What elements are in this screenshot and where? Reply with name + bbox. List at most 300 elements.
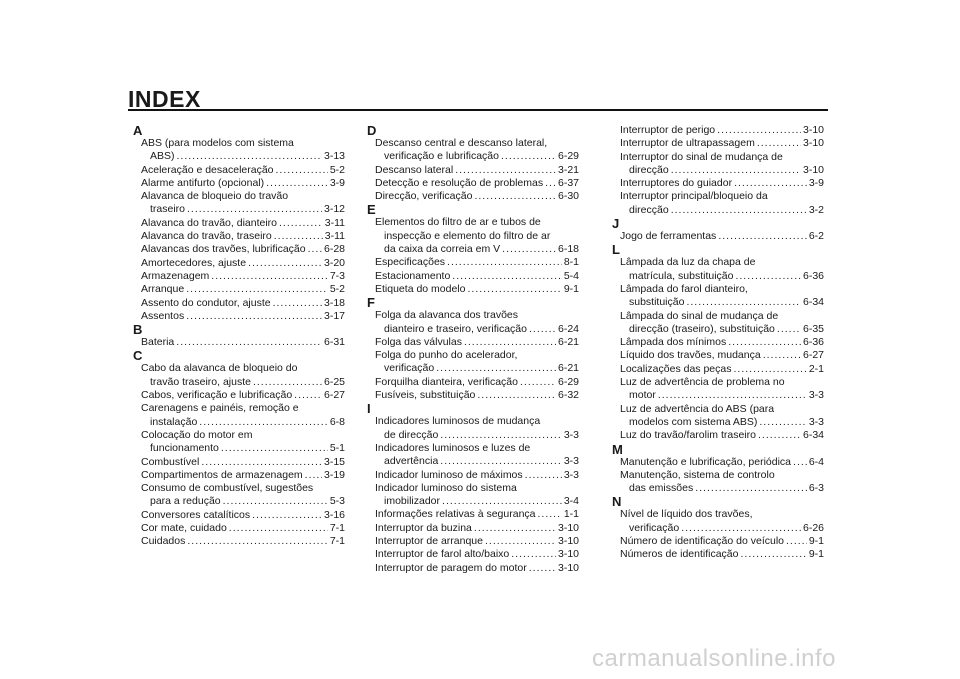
entry-leader-line xyxy=(367,429,579,442)
entry-text: Interruptores do guiador xyxy=(620,177,733,190)
page-number: 3-3 xyxy=(808,415,824,428)
entry-text-line: Descanso central e descanso lateral, xyxy=(375,137,548,149)
section-letter: I xyxy=(367,401,371,417)
page-number: 3-12 xyxy=(323,203,345,216)
page-number: 7-1 xyxy=(329,535,345,548)
index-entry xyxy=(133,389,345,402)
dot-leader xyxy=(501,150,556,163)
entry-leader-line xyxy=(367,495,579,508)
title-rule xyxy=(128,109,828,111)
entry-text: Alarme antifurto (opcional) xyxy=(141,176,265,189)
entry-text-line: Folga do punho do acelerador, xyxy=(375,349,518,362)
page-number: 6-34 xyxy=(802,296,824,309)
dot-leader xyxy=(511,548,556,561)
page-number: 3-9 xyxy=(808,177,824,190)
page-number: 3-19 xyxy=(323,468,345,481)
page-number: 7-3 xyxy=(329,269,345,282)
entry-leader-line xyxy=(367,376,579,389)
entry-leader-line xyxy=(367,562,579,575)
entry-text-line: Cabo da alavanca de bloqueio do xyxy=(141,362,298,375)
entry-text-line: Folga da alavanca dos travões xyxy=(375,309,519,322)
dot-leader xyxy=(186,310,322,323)
dot-leader xyxy=(671,204,807,217)
entry-leader-line xyxy=(612,349,824,362)
dot-leader xyxy=(447,256,562,269)
entry-text: Informações relativas à segurança xyxy=(375,508,536,521)
entry-leader-line xyxy=(612,548,824,561)
page-number: 3-20 xyxy=(323,256,345,269)
page-number: 6-25 xyxy=(323,375,345,388)
entry-leader-line xyxy=(612,230,824,243)
page-number: 5-1 xyxy=(329,442,345,455)
dot-leader xyxy=(308,243,322,256)
section-letter: C xyxy=(133,348,143,364)
entry-leader-line xyxy=(612,363,824,376)
page-number: 6-29 xyxy=(557,375,579,388)
entry-text: para a redução xyxy=(150,495,221,508)
entry-leader-line xyxy=(133,270,345,283)
watermark: carmanualsonline.info xyxy=(592,645,836,672)
dot-leader xyxy=(442,495,562,508)
index-entry xyxy=(367,309,579,336)
page-number: 3-18 xyxy=(323,296,345,309)
entry-text-line: Interruptor do sinal de mudança de xyxy=(620,150,783,163)
entry-text-line: Colocação do motor em xyxy=(141,428,253,441)
page-number: 6-3 xyxy=(808,482,824,495)
page-number: 3-10 xyxy=(557,561,579,574)
entry-leader-line xyxy=(133,416,345,429)
dot-leader xyxy=(686,296,801,309)
dot-leader xyxy=(199,416,328,429)
dot-leader xyxy=(758,429,801,442)
page-number: 3-11 xyxy=(324,230,345,243)
entry-leader-line xyxy=(612,456,824,469)
entry-leader-line xyxy=(367,535,579,548)
index-entry xyxy=(367,415,579,442)
entry-leader-line xyxy=(367,336,579,349)
entry-text: Forquilha dianteira, verificação xyxy=(375,375,518,388)
entry-leader-line xyxy=(612,164,824,177)
index-entry xyxy=(367,216,579,256)
entry-text: Compartimentos de armazenagem xyxy=(141,468,303,481)
entry-leader-line xyxy=(612,482,824,495)
entry-text: Especificações xyxy=(375,256,446,269)
entry-leader-line xyxy=(133,283,345,296)
entry-leader-line xyxy=(367,150,579,163)
entry-text-line: Luz de advertência de problema no xyxy=(620,376,785,389)
index-entry xyxy=(133,283,345,296)
entry-text: imobilizador xyxy=(384,495,441,508)
entry-text: Etiqueta do modelo xyxy=(375,282,466,295)
dot-leader xyxy=(464,336,556,349)
dot-leader xyxy=(440,455,562,468)
section-letter: F xyxy=(367,295,375,311)
entry-text: traseiro xyxy=(150,203,186,216)
entry-leader-line xyxy=(133,469,345,482)
index-entry xyxy=(612,256,824,283)
dot-leader xyxy=(440,429,562,442)
entry-leader-line xyxy=(612,323,824,336)
index-entry xyxy=(133,257,345,270)
entry-text: direcção xyxy=(629,203,669,216)
entry-text: Direcção, verificação xyxy=(375,190,473,203)
entry-leader-line xyxy=(367,323,579,336)
page-number: 3-10 xyxy=(557,548,579,561)
page-number: 6-35 xyxy=(802,322,824,335)
entry-text: Cuidados xyxy=(141,535,186,548)
index-entry xyxy=(367,376,579,389)
entry-leader-line xyxy=(133,336,345,349)
index-entry xyxy=(133,297,345,310)
entry-leader-line xyxy=(367,469,579,482)
page-number: 3-9 xyxy=(329,176,345,189)
entry-text: substituição xyxy=(629,296,685,309)
entry-text: das emissões xyxy=(629,482,694,495)
entry-leader-line xyxy=(367,389,579,402)
index-entry xyxy=(612,310,824,337)
entry-text-line: Carenagens e painéis, remoção e xyxy=(141,402,299,415)
entry-text-line: inspecção e elemento do filtro de ar xyxy=(384,229,551,242)
entry-text: Interruptor de arranque xyxy=(375,535,483,548)
entry-text-line: Indicador luminoso do sistema xyxy=(375,481,517,494)
entry-text: Alavanca do travão, traseiro xyxy=(141,230,272,243)
entry-leader-line xyxy=(133,164,345,177)
index-entry xyxy=(133,522,345,535)
entry-text: Localizações das peças xyxy=(620,362,732,375)
index-entry xyxy=(612,190,824,217)
index-entry xyxy=(133,177,345,190)
page-number: 6-32 xyxy=(557,389,579,402)
section-letter: A xyxy=(133,123,143,138)
entry-leader-line xyxy=(367,522,579,535)
page-number: 6-29 xyxy=(557,150,579,163)
entry-text-line: Indicadores luminosos de mudança xyxy=(375,415,541,428)
dot-leader xyxy=(777,323,801,336)
dot-leader xyxy=(211,270,328,283)
dot-leader xyxy=(266,177,328,190)
entry-text: direcção xyxy=(629,163,669,176)
entry-text: Indicador luminoso de máximos xyxy=(375,468,523,481)
index-entry xyxy=(367,270,579,283)
dot-leader xyxy=(221,442,328,455)
index-entry xyxy=(367,190,579,203)
entry-text: Folga das válvulas xyxy=(375,335,462,348)
page-number: 6-30 xyxy=(557,190,579,203)
index-entry xyxy=(367,508,579,521)
entry-leader-line xyxy=(133,509,345,522)
entry-text: travão traseiro, ajuste xyxy=(150,375,251,388)
dot-leader xyxy=(176,336,322,349)
page-number: 3-10 xyxy=(557,521,579,534)
entry-leader-line xyxy=(612,270,824,283)
index-entry xyxy=(367,522,579,535)
entry-text-line: Lâmpada do farol dianteiro, xyxy=(620,282,748,295)
index-entry xyxy=(612,429,824,442)
entry-leader-line xyxy=(367,508,579,521)
section-letter: N xyxy=(612,494,622,510)
dot-leader xyxy=(477,389,556,402)
entry-text: motor xyxy=(629,389,656,402)
dot-leader xyxy=(474,522,556,535)
entry-leader-line xyxy=(367,270,579,283)
entry-text: Manutenção e lubrificação, periódica xyxy=(620,455,792,468)
dot-leader xyxy=(276,164,328,177)
page-number: 3-10 xyxy=(557,535,579,548)
entry-text: funcionamento xyxy=(150,442,219,455)
entry-text: Armazenagem xyxy=(141,269,210,282)
entry-leader-line xyxy=(133,456,345,469)
dot-leader xyxy=(538,508,562,521)
section-letter: D xyxy=(367,123,377,138)
entry-text: Jogo de ferramentas xyxy=(620,230,717,243)
page-number: 3-16 xyxy=(323,508,345,521)
index-entry xyxy=(133,243,345,256)
entry-text: Bateria xyxy=(141,336,175,349)
index-entry xyxy=(612,349,824,362)
entry-leader-line xyxy=(612,124,824,137)
entry-text-line: Alavanca de bloqueio do travão xyxy=(141,190,289,203)
page-number: 3-10 xyxy=(802,137,824,150)
index-entry xyxy=(612,124,824,137)
index-entry xyxy=(133,402,345,429)
page-number: 9-1 xyxy=(808,548,824,561)
page-number: 3-3 xyxy=(563,468,579,481)
page-number: 2-1 xyxy=(808,362,824,375)
dot-leader xyxy=(248,257,322,270)
entry-text: Fusíveis, substituição xyxy=(375,389,476,402)
entry-text-line: Lâmpada da luz da chapa de xyxy=(620,256,756,269)
entry-leader-line xyxy=(367,243,579,256)
dot-leader xyxy=(671,164,801,177)
index-entry xyxy=(367,442,579,469)
page-title: INDEX xyxy=(128,86,201,112)
page-number: 7-1 xyxy=(329,522,345,535)
entry-text: Interruptor de paragem do motor xyxy=(375,561,527,574)
page-number: 5-2 xyxy=(329,283,345,296)
entry-leader-line xyxy=(367,283,579,296)
index-entry xyxy=(612,151,824,178)
dot-leader xyxy=(279,217,323,230)
page-number: 6-27 xyxy=(802,349,824,362)
dot-leader xyxy=(223,495,328,508)
entry-leader-line xyxy=(133,217,345,230)
page-number: 5-3 xyxy=(329,495,345,508)
index-column-3 xyxy=(612,124,824,562)
dot-leader xyxy=(252,509,322,522)
index-entry xyxy=(133,362,345,389)
page-number: 3-21 xyxy=(557,163,579,176)
entry-text-line: Manutenção, sistema de controlo xyxy=(620,468,775,481)
entry-leader-line xyxy=(133,257,345,270)
entry-text: Cabos, verificação e lubrificação xyxy=(141,389,293,402)
index-entry xyxy=(612,230,824,243)
page-number: 3-3 xyxy=(563,428,579,441)
index-entry xyxy=(367,137,579,164)
page-number: 6-36 xyxy=(802,336,824,349)
page-number: 3-17 xyxy=(323,309,345,322)
entry-text: verificação xyxy=(629,521,680,534)
entry-leader-line xyxy=(133,203,345,216)
page-number: 9-1 xyxy=(808,535,824,548)
dot-leader xyxy=(529,323,556,336)
dot-leader xyxy=(520,376,556,389)
entry-text: verificação xyxy=(384,362,435,375)
entry-text-line: ABS (para modelos com sistema xyxy=(141,137,294,149)
entry-leader-line xyxy=(133,310,345,323)
index-entry xyxy=(367,283,579,296)
entry-leader-line xyxy=(367,256,579,269)
page-number: 3-11 xyxy=(324,216,345,229)
entry-text: Arranque xyxy=(141,283,185,296)
entry-leader-line xyxy=(612,429,824,442)
page-number: 1-1 xyxy=(563,508,579,521)
page-number: 8-1 xyxy=(563,256,579,269)
index-entry xyxy=(367,535,579,548)
dot-leader xyxy=(187,203,322,216)
section-letter: E xyxy=(367,202,376,218)
dot-leader xyxy=(274,230,323,243)
entry-text: Interruptor de ultrapassagem xyxy=(620,137,755,150)
entry-leader-line xyxy=(367,190,579,203)
entry-text-line: Interruptor principal/bloqueio da xyxy=(620,190,768,203)
dot-leader xyxy=(735,270,801,283)
entry-text: Números de identificação xyxy=(620,548,739,561)
entry-text: Descanso lateral xyxy=(375,163,454,176)
entry-leader-line xyxy=(133,522,345,535)
entry-text: Interruptor de perigo xyxy=(620,124,716,136)
page-number: 6-2 xyxy=(808,230,824,243)
index-entry xyxy=(612,363,824,376)
entry-text: instalação xyxy=(150,415,198,428)
index-column-2 xyxy=(367,124,579,575)
dot-leader xyxy=(717,124,801,137)
section-letter: L xyxy=(612,242,620,258)
dot-leader xyxy=(728,336,801,349)
entry-text: direcção (traseiro), substituição xyxy=(629,322,775,335)
page-number: 6-21 xyxy=(557,335,579,348)
entry-leader-line xyxy=(612,296,824,309)
dot-leader xyxy=(474,190,556,203)
entry-text: ABS) xyxy=(150,150,175,163)
index-entry xyxy=(612,137,824,150)
page-number: 6-26 xyxy=(802,521,824,534)
dot-leader xyxy=(658,389,807,402)
dot-leader xyxy=(273,297,322,310)
index-entry xyxy=(367,389,579,402)
entry-leader-line xyxy=(612,389,824,402)
page-number: 6-27 xyxy=(323,389,345,402)
entry-text-line: Luz de advertência do ABS (para xyxy=(620,402,775,415)
entry-text-line: Lâmpada do sinal de mudança de xyxy=(620,309,779,322)
index-entry xyxy=(133,310,345,323)
index-entry xyxy=(612,548,824,561)
section-letter: B xyxy=(133,322,143,338)
index-entry xyxy=(133,482,345,509)
index-entry xyxy=(133,535,345,548)
page-number: 5-2 xyxy=(329,163,345,176)
entry-leader-line xyxy=(612,416,824,429)
entry-leader-line xyxy=(612,137,824,150)
dot-leader xyxy=(467,283,561,296)
entry-text: de direcção xyxy=(384,428,439,441)
index-entry xyxy=(612,283,824,310)
page-number: 6-8 xyxy=(329,415,345,428)
dot-leader xyxy=(525,469,562,482)
entry-text: verificação e lubrificação xyxy=(384,150,499,163)
dot-leader xyxy=(734,363,807,376)
page-number: 6-24 xyxy=(557,322,579,335)
dot-leader xyxy=(186,283,328,296)
entry-text: modelos com sistema ABS) xyxy=(629,415,758,428)
dot-leader xyxy=(201,456,322,469)
dot-leader xyxy=(187,535,327,548)
page-number: 6-21 xyxy=(557,362,579,375)
dot-leader xyxy=(502,243,556,256)
dot-leader xyxy=(718,230,807,243)
page-number: 3-15 xyxy=(323,455,345,468)
entry-leader-line xyxy=(367,177,579,190)
entry-leader-line xyxy=(367,362,579,375)
index-entry xyxy=(367,349,579,376)
entry-leader-line xyxy=(133,389,345,402)
index-entry xyxy=(133,509,345,522)
page-number: 3-10 xyxy=(802,124,824,136)
dot-leader xyxy=(305,469,322,482)
page-number: 3-2 xyxy=(808,203,824,216)
dot-leader xyxy=(529,562,556,575)
index-entry xyxy=(612,177,824,190)
entry-text: Estacionamento xyxy=(375,269,451,282)
page-number: 6-18 xyxy=(557,243,579,256)
entry-text: matrícula, substituição xyxy=(629,269,734,282)
page-number: 3-10 xyxy=(802,163,824,176)
page-number: 6-28 xyxy=(323,243,345,256)
entry-text: da caixa da correia em V xyxy=(384,243,501,256)
entry-text: Assento do condutor, ajuste xyxy=(141,296,271,309)
entry-text-line: Indicadores luminosos e luzes de xyxy=(375,441,531,454)
page-number: 3-3 xyxy=(808,389,824,402)
dot-leader xyxy=(740,548,806,561)
entry-text: Luz do travão/farolim traseiro xyxy=(620,429,756,442)
entry-text: Lâmpada dos mínimos xyxy=(620,336,727,349)
page-number: 3-13 xyxy=(323,150,345,163)
entry-leader-line xyxy=(133,230,345,243)
entry-leader-line xyxy=(133,243,345,256)
index-entry xyxy=(133,469,345,482)
entry-text-line: Consumo de combustível, sugestões xyxy=(141,482,314,495)
index-entry xyxy=(133,137,345,164)
dot-leader xyxy=(759,416,806,429)
entry-leader-line xyxy=(133,376,345,389)
entry-text: Interruptor da buzina xyxy=(375,521,472,534)
entry-text: Número de identificação do veículo xyxy=(620,535,785,548)
page-number: 6-36 xyxy=(802,269,824,282)
entry-text: Amortecedores, ajuste xyxy=(141,256,247,269)
dot-leader xyxy=(436,362,556,375)
entry-text: Detecção e resolução de problemas xyxy=(375,176,544,189)
page-number: 3-4 xyxy=(563,495,579,508)
entry-leader-line xyxy=(367,455,579,468)
index-entry xyxy=(612,336,824,349)
entry-leader-line xyxy=(612,336,824,349)
entry-text-line: Nível de líquido dos travões, xyxy=(620,508,753,521)
index-entry xyxy=(367,256,579,269)
index-entry xyxy=(612,508,824,535)
index-entry xyxy=(612,469,824,496)
entry-text: Aceleração e desaceleração xyxy=(141,163,274,176)
entry-leader-line xyxy=(612,522,824,535)
dot-leader xyxy=(452,270,562,283)
